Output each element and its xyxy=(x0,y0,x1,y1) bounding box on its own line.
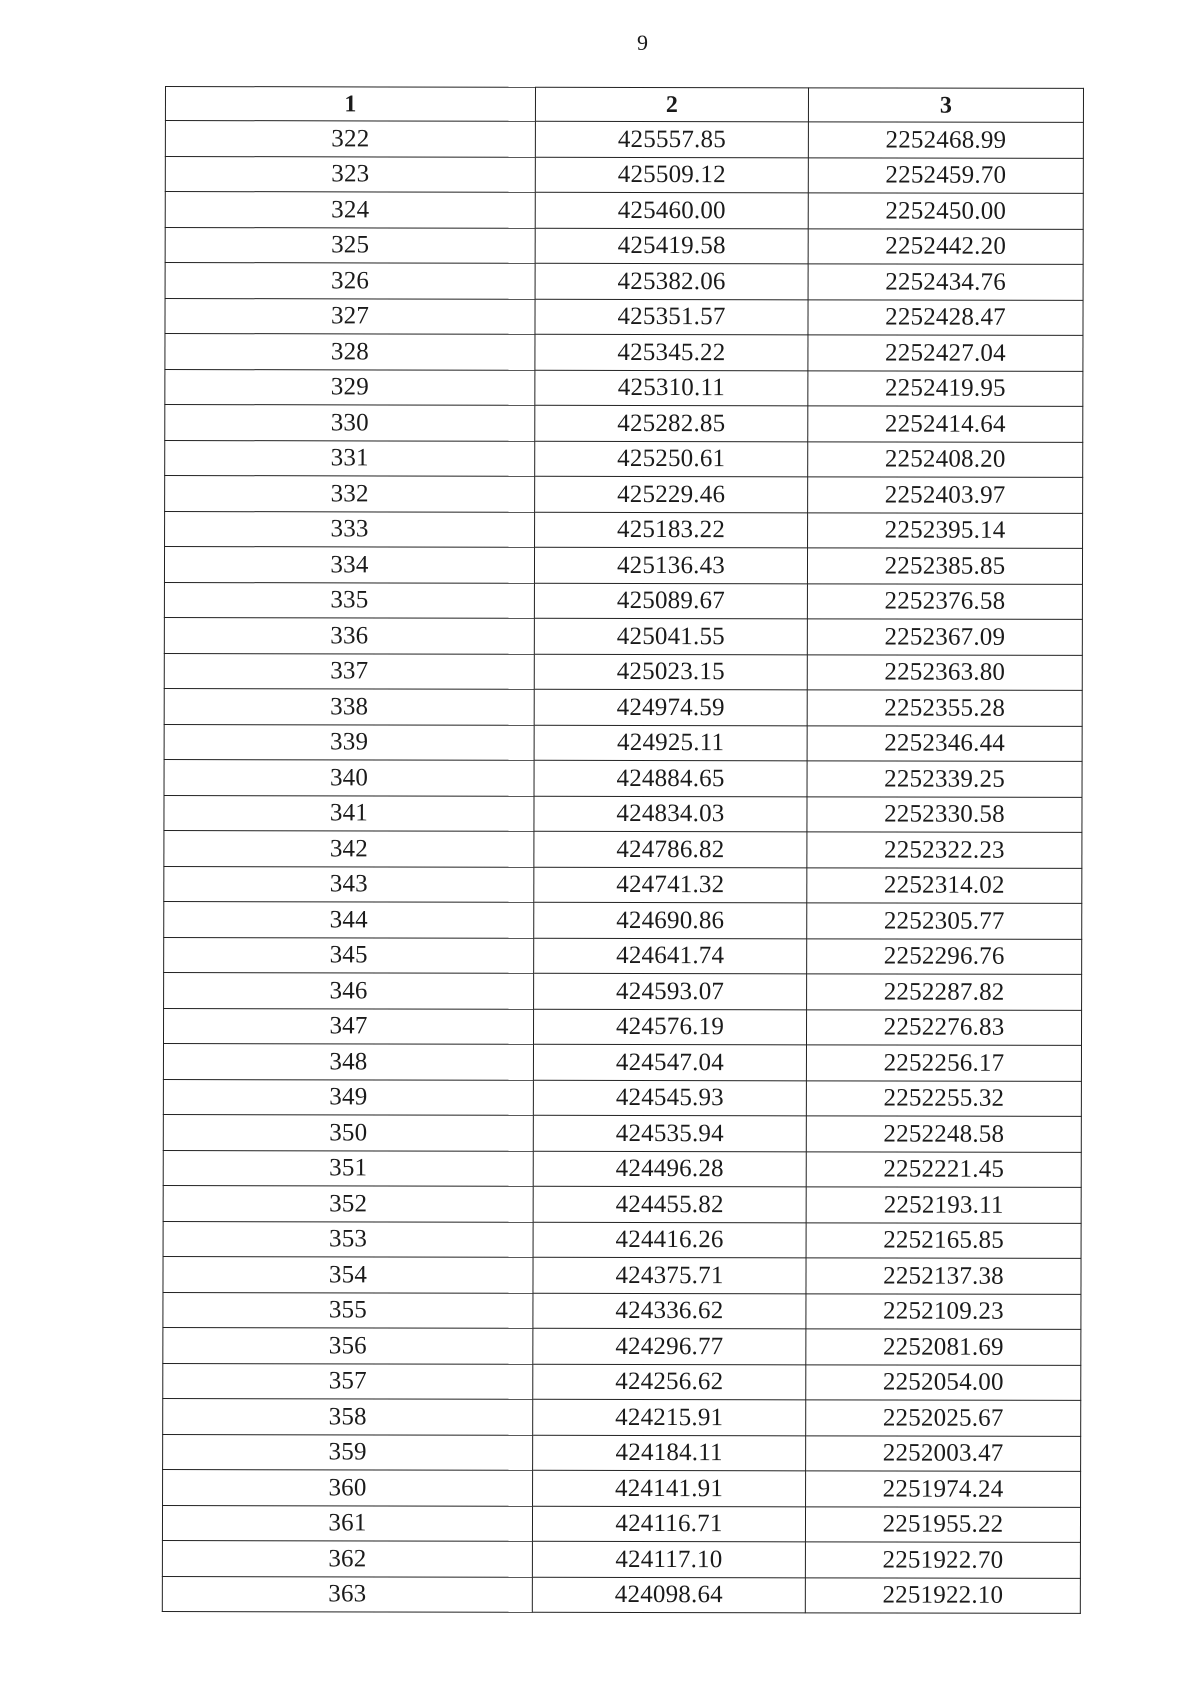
point-number-cell: 343 xyxy=(164,866,534,902)
x-coordinate-cell: 424496.28 xyxy=(533,1151,806,1187)
y-coordinate-cell: 2252025.67 xyxy=(806,1400,1081,1436)
x-coordinate-cell: 424256.62 xyxy=(533,1364,806,1400)
y-coordinate-cell: 2252434.76 xyxy=(808,264,1083,300)
point-number-cell: 325 xyxy=(165,227,535,263)
table-row xyxy=(164,830,1082,867)
table-row xyxy=(162,1576,1080,1613)
table-row xyxy=(165,511,1083,548)
x-coordinate-cell: 425460.00 xyxy=(535,192,808,228)
table-row xyxy=(165,405,1083,442)
point-number-cell: 360 xyxy=(163,1469,533,1505)
point-number-cell: 331 xyxy=(165,440,535,476)
x-coordinate-cell: 425250.61 xyxy=(535,441,808,477)
table-row xyxy=(165,476,1083,513)
y-coordinate-cell: 2252385.85 xyxy=(807,548,1082,584)
table-row xyxy=(163,1469,1081,1506)
y-coordinate-cell: 2252408.20 xyxy=(808,441,1083,477)
x-coordinate-cell: 424535.94 xyxy=(533,1115,806,1151)
point-number-cell: 348 xyxy=(163,1043,533,1079)
header-row xyxy=(165,87,1083,123)
x-coordinate-cell: 424116.71 xyxy=(532,1506,805,1542)
table-row xyxy=(163,1043,1081,1080)
table-row xyxy=(165,440,1083,477)
x-coordinate-cell: 425351.57 xyxy=(535,299,808,335)
y-coordinate-cell: 2252248.58 xyxy=(806,1116,1081,1152)
x-coordinate-cell: 424296.77 xyxy=(533,1328,806,1364)
y-coordinate-cell: 2251974.24 xyxy=(806,1471,1081,1507)
coordinates-table xyxy=(162,86,1084,1614)
x-coordinate-cell: 424141.91 xyxy=(533,1470,806,1506)
point-number-cell: 359 xyxy=(163,1434,533,1470)
x-coordinate-cell: 424641.74 xyxy=(534,938,807,974)
table-row xyxy=(163,1256,1081,1293)
y-coordinate-cell: 2252468.99 xyxy=(808,122,1083,158)
point-number-cell: 341 xyxy=(164,795,534,831)
y-coordinate-cell: 2252109.23 xyxy=(806,1293,1081,1329)
header-col-3: 3 xyxy=(808,88,1083,123)
y-coordinate-cell: 2252330.58 xyxy=(807,796,1082,832)
x-coordinate-cell: 425282.85 xyxy=(535,405,808,441)
x-coordinate-cell: 424117.10 xyxy=(532,1541,805,1577)
table-row xyxy=(165,156,1083,193)
table-row xyxy=(164,759,1082,796)
page-number: 9 xyxy=(637,30,648,55)
table-row xyxy=(163,1221,1081,1258)
point-number-cell: 324 xyxy=(165,192,535,228)
x-coordinate-cell: 425229.46 xyxy=(535,476,808,512)
y-coordinate-cell: 2252296.76 xyxy=(807,938,1082,974)
y-coordinate-cell: 2252428.47 xyxy=(808,299,1083,335)
y-coordinate-cell: 2252165.85 xyxy=(806,1222,1081,1258)
y-coordinate-cell: 2252395.14 xyxy=(808,512,1083,548)
y-coordinate-cell: 2252193.11 xyxy=(806,1187,1081,1223)
table-row xyxy=(165,334,1083,371)
x-coordinate-cell: 425557.85 xyxy=(535,121,808,157)
table-row xyxy=(163,1434,1081,1471)
x-coordinate-cell: 424375.71 xyxy=(533,1257,806,1293)
table-row xyxy=(165,121,1083,158)
header-col-1: 1 xyxy=(165,87,535,122)
point-number-cell: 362 xyxy=(162,1540,532,1576)
x-coordinate-cell: 424184.11 xyxy=(533,1435,806,1471)
point-number-cell: 349 xyxy=(163,1079,533,1115)
point-number-cell: 333 xyxy=(165,511,535,547)
y-coordinate-cell: 2251922.10 xyxy=(805,1577,1080,1613)
y-coordinate-cell: 2251955.22 xyxy=(805,1506,1080,1542)
x-coordinate-cell: 424786.82 xyxy=(534,831,807,867)
point-number-cell: 353 xyxy=(163,1221,533,1257)
point-number-cell: 323 xyxy=(165,156,535,192)
point-number-cell: 328 xyxy=(165,334,535,370)
point-number-cell: 335 xyxy=(164,582,534,618)
x-coordinate-cell: 425136.43 xyxy=(534,547,807,583)
y-coordinate-cell: 2252459.70 xyxy=(808,157,1083,193)
table-row xyxy=(164,653,1082,690)
table-row xyxy=(162,1505,1080,1542)
x-coordinate-cell: 425089.67 xyxy=(534,583,807,619)
point-number-cell: 338 xyxy=(164,688,534,724)
y-coordinate-cell: 2252376.58 xyxy=(807,583,1082,619)
x-coordinate-cell: 424098.64 xyxy=(532,1577,805,1613)
point-number-cell: 330 xyxy=(165,405,535,441)
x-coordinate-cell: 424741.32 xyxy=(534,867,807,903)
table-row xyxy=(163,1150,1081,1187)
table-row xyxy=(165,227,1083,264)
y-coordinate-cell: 2252442.20 xyxy=(808,228,1083,264)
y-coordinate-cell: 2252403.97 xyxy=(808,477,1083,513)
x-coordinate-cell: 424455.82 xyxy=(533,1186,806,1222)
point-number-cell: 358 xyxy=(163,1398,533,1434)
table-row xyxy=(163,1114,1081,1151)
table-row xyxy=(164,795,1082,832)
y-coordinate-cell: 2252367.09 xyxy=(807,619,1082,655)
x-coordinate-cell: 425345.22 xyxy=(535,334,808,370)
point-number-cell: 356 xyxy=(163,1327,533,1363)
table-row xyxy=(163,1008,1081,1045)
point-number-cell: 334 xyxy=(164,547,534,583)
point-number-cell: 332 xyxy=(165,476,535,512)
point-number-cell: 329 xyxy=(165,369,535,405)
y-coordinate-cell: 2252427.04 xyxy=(808,335,1083,371)
point-number-cell: 357 xyxy=(163,1363,533,1399)
x-coordinate-cell: 424336.62 xyxy=(533,1293,806,1329)
point-number-cell: 346 xyxy=(164,972,534,1008)
table-row xyxy=(163,1185,1081,1222)
table-row xyxy=(164,617,1082,654)
point-number-cell: 327 xyxy=(165,298,535,334)
point-number-cell: 352 xyxy=(163,1185,533,1221)
y-coordinate-cell: 2252346.44 xyxy=(807,725,1082,761)
y-coordinate-cell: 2252322.23 xyxy=(807,832,1082,868)
y-coordinate-cell: 2252314.02 xyxy=(807,867,1082,903)
x-coordinate-cell: 425509.12 xyxy=(535,157,808,193)
x-coordinate-cell: 424545.93 xyxy=(533,1080,806,1116)
table-row xyxy=(164,937,1082,974)
y-coordinate-cell: 2251922.70 xyxy=(805,1542,1080,1578)
x-coordinate-cell: 424416.26 xyxy=(533,1222,806,1258)
table-row xyxy=(163,1363,1081,1400)
x-coordinate-cell: 424576.19 xyxy=(533,1009,806,1045)
x-coordinate-cell: 424547.04 xyxy=(533,1044,806,1080)
table-row xyxy=(164,547,1082,584)
y-coordinate-cell: 2252255.32 xyxy=(806,1080,1081,1116)
table-header xyxy=(165,87,1083,123)
x-coordinate-cell: 424884.65 xyxy=(534,760,807,796)
y-coordinate-cell: 2252287.82 xyxy=(807,974,1082,1010)
y-coordinate-cell: 2252305.77 xyxy=(807,903,1082,939)
table-body xyxy=(162,121,1083,1614)
table-row xyxy=(165,192,1083,229)
x-coordinate-cell: 425310.11 xyxy=(535,370,808,406)
table-row xyxy=(165,298,1083,335)
y-coordinate-cell: 2252450.00 xyxy=(808,193,1083,229)
y-coordinate-cell: 2252414.64 xyxy=(808,406,1083,442)
x-coordinate-cell: 424690.86 xyxy=(534,902,807,938)
point-number-cell: 345 xyxy=(164,937,534,973)
point-number-cell: 355 xyxy=(163,1292,533,1328)
point-number-cell: 326 xyxy=(165,263,535,299)
x-coordinate-cell: 425382.06 xyxy=(535,263,808,299)
table-row xyxy=(163,1398,1081,1435)
x-coordinate-cell: 425183.22 xyxy=(535,512,808,548)
x-coordinate-cell: 424974.59 xyxy=(534,689,807,725)
y-coordinate-cell: 2252339.25 xyxy=(807,761,1082,797)
point-number-cell: 342 xyxy=(164,830,534,866)
point-number-cell: 344 xyxy=(164,901,534,937)
table-row xyxy=(164,688,1082,725)
y-coordinate-cell: 2252256.17 xyxy=(806,1045,1081,1081)
y-coordinate-cell: 2252003.47 xyxy=(806,1435,1081,1471)
header-col-2: 2 xyxy=(535,87,808,122)
point-number-cell: 361 xyxy=(162,1505,532,1541)
x-coordinate-cell: 425023.15 xyxy=(534,654,807,690)
point-number-cell: 354 xyxy=(163,1256,533,1292)
x-coordinate-cell: 424925.11 xyxy=(534,725,807,761)
table-row xyxy=(165,369,1083,406)
point-number-cell: 351 xyxy=(163,1150,533,1186)
y-coordinate-cell: 2252355.28 xyxy=(807,690,1082,726)
table-row xyxy=(164,901,1082,938)
table-row xyxy=(164,866,1082,903)
point-number-cell: 322 xyxy=(165,121,535,157)
table-row xyxy=(163,1292,1081,1329)
x-coordinate-cell: 424834.03 xyxy=(534,796,807,832)
point-number-cell: 339 xyxy=(164,724,534,760)
x-coordinate-cell: 425419.58 xyxy=(535,228,808,264)
point-number-cell: 350 xyxy=(163,1114,533,1150)
x-coordinate-cell: 424593.07 xyxy=(534,973,807,1009)
table-row xyxy=(164,972,1082,1009)
table-row xyxy=(163,1079,1081,1116)
point-number-cell: 336 xyxy=(164,617,534,653)
point-number-cell: 363 xyxy=(162,1576,532,1612)
point-number-cell: 340 xyxy=(164,759,534,795)
x-coordinate-cell: 425041.55 xyxy=(534,618,807,654)
y-coordinate-cell: 2252276.83 xyxy=(806,1009,1081,1045)
y-coordinate-cell: 2252419.95 xyxy=(808,370,1083,406)
y-coordinate-cell: 2252081.69 xyxy=(806,1329,1081,1365)
x-coordinate-cell: 424215.91 xyxy=(533,1399,806,1435)
table-row xyxy=(165,263,1083,300)
table-row xyxy=(162,1540,1080,1577)
y-coordinate-cell: 2252054.00 xyxy=(806,1364,1081,1400)
table-row xyxy=(163,1327,1081,1364)
point-number-cell: 347 xyxy=(163,1008,533,1044)
y-coordinate-cell: 2252137.38 xyxy=(806,1258,1081,1294)
y-coordinate-cell: 2252221.45 xyxy=(806,1151,1081,1187)
point-number-cell: 337 xyxy=(164,653,534,689)
table-row xyxy=(164,724,1082,761)
y-coordinate-cell: 2252363.80 xyxy=(807,654,1082,690)
table-row xyxy=(164,582,1082,619)
